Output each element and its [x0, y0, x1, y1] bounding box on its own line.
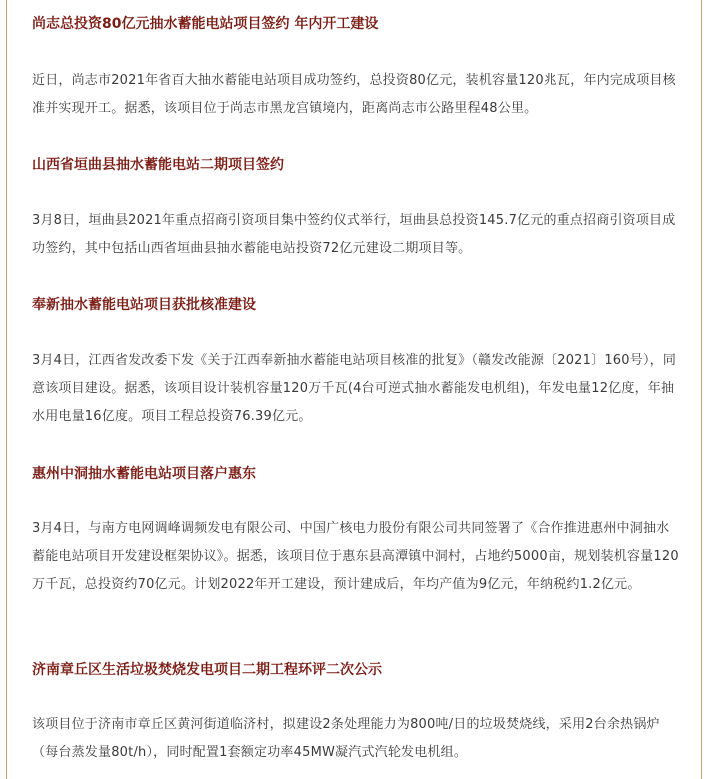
section-body: 该项目位于济南市章丘区黄河街道临济村，拟建设2条处理能力为800吨/日的垃圾焚烧线，采用2台余热锅炉（每台蒸发量80t/h），同时配置1套额定功率45MW凝汽式汽轮发电机组。	[32, 717, 660, 760]
section-body: 3月4日，与南方电网调峰调频发电有限公司、中国广核电力股份有限公司共同签署了《合作推进惠州中洞抽水蓄能电站项目开发建设框架协议》。据悉，该项目位于惠东县高潭镇中洞村，占地约5000亩，规划装机容量120万千瓦，总投资约70亿元。计划2022年开工建设，预计建成后，年均产值为9亿元，年纳税约1.2亿元。	[32, 521, 679, 592]
section-title: 奉新抽水蓄能电站项目获批核准建设	[32, 297, 256, 313]
section-body: 近日，尚志市2021年省百大抽水蓄能电站项目成功签约，总投资80亿元，装机容量120兆瓦，年内完成项目核准并实现开工。据悉，该项目位于尚志市黑龙宫镇境内，距离尚志市公路里程48公里。	[32, 73, 676, 116]
section-title: 尚志总投资80亿元抽水蓄能电站项目签约 年内开工建设	[32, 16, 379, 32]
section-title: 山西省垣曲县抽水蓄能电站二期项目签约	[32, 157, 284, 173]
section-body: 3月8日，垣曲县2021年重点招商引资项目集中签约仪式举行，垣曲县总投资145.7亿元的重点招商引资项目成功签约，其中包括山西省垣曲县抽水蓄能电站投资72亿元建设二期项目等。	[32, 213, 676, 256]
section-title: 济南章丘区生活垃圾焚烧发电项目二期工程环评二次公示	[32, 662, 382, 678]
section-body: 3月4日，江西省发改委下发《关于江西奉新抽水蓄能电站项目核准的批复》（赣发改能源〔2021〕160号），同意该项目建设。据悉，该项目设计装机容量120万千瓦(4台可逆式抽水蓄能发电机组)，年发电量12亿度，年抽水用电量16亿度。项目工程总投资76.39亿元。	[32, 353, 677, 424]
section-title: 惠州中洞抽水蓄能电站项目落户惠东	[32, 466, 256, 482]
